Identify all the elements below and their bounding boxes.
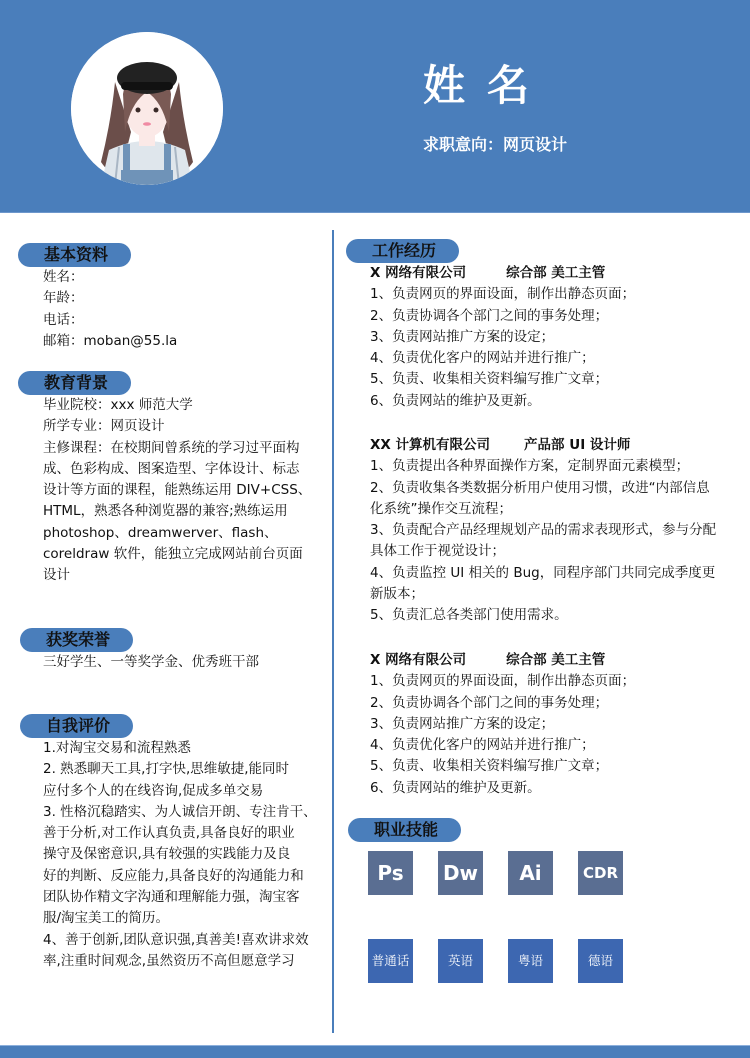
education-courses-line: 设计: [43, 567, 70, 584]
job-company: X 网络有限公司: [370, 265, 467, 281]
job-intent: 求职意向：网页设计: [423, 135, 568, 154]
column-divider: [332, 230, 334, 1033]
section-self-eval-title: 自我评价: [20, 714, 133, 738]
self-eval-line: 善于分析,对工作认真负责,具备良好的职业: [43, 825, 295, 842]
job-company: X 网络有限公司: [370, 652, 467, 668]
language-cantonese: 粤语: [508, 939, 553, 983]
job-duty: 具体工作于视觉设计；: [370, 543, 505, 560]
education-courses-line: HTML，熟悉各种浏览器的兼容;熟练运用: [43, 503, 288, 520]
basic-info-email: 邮箱：moban@55.la: [43, 332, 178, 349]
skill-illustrator-icon: Ai: [508, 851, 553, 895]
job-entry-3: [370, 650, 635, 799]
job-duty: 6、负责网站的维护及更新。: [370, 779, 541, 796]
job-duty: 6、负责网站的维护及更新。: [370, 392, 541, 409]
job-duty: 3、负责配合产品经理规划产品的需求表现形式，参与分配: [370, 522, 717, 539]
self-eval-line: 3. 性格沉稳踏实、为人诚信开朗、专注肯干、: [43, 803, 317, 820]
language-mandarin: 普通话: [368, 939, 413, 983]
section-basic-info-title: 基本资料: [18, 243, 131, 267]
job-duty: 5、负责、收集相关资料编写推广文章；: [370, 758, 609, 775]
language-english: 英语: [438, 939, 483, 983]
basic-info-phone: 电话：: [43, 311, 84, 328]
job-duty: 2、负责协调各个部门之间的事务处理；: [370, 694, 609, 711]
skill-photoshop-icon: Ps: [368, 851, 413, 895]
self-eval-line: 4、善于创新,团队意识强,真善美!喜欢讲求效: [43, 931, 309, 948]
job-dept-role: 综合部 美工主管: [506, 652, 606, 668]
candidate-name: 姓名: [423, 61, 552, 110]
section-work-title: 工作经历: [346, 239, 459, 263]
basic-info-list: [43, 267, 177, 352]
basic-info-age: 年龄：: [43, 290, 84, 307]
awards-text: [43, 652, 259, 673]
avatar: [71, 32, 223, 185]
self-eval-line: 应付多个人的在线咨询,促成多单交易: [43, 782, 264, 799]
footer-bar: [0, 1045, 750, 1058]
education-school: 毕业院校：xxx 师范大学: [43, 397, 193, 413]
awards-line: 三好学生、一等奖学金、优秀班干部: [43, 654, 259, 670]
self-eval-line: 1.对淘宝交易和流程熟悉: [43, 740, 191, 756]
section-skills-title: 职业技能: [348, 818, 461, 842]
education-major: 所学专业：网页设计: [43, 418, 165, 435]
job-duty: 4、负责优化客户的网站并进行推广；: [370, 737, 595, 754]
education-courses-line: 设计等方面的课程，能熟练运用 DIV+CSS、: [43, 482, 312, 499]
job-duty: 5、负责、收集相关资料编写推广文章；: [370, 371, 609, 388]
job-duty: 1、负责网页的界面设面，制作出静态页面；: [370, 673, 636, 690]
job-duty: 1、负责提出各种界面操作方案，定制界面元素模型；: [370, 458, 690, 475]
education-courses-line: 成、色彩构成、图案造型、字体设计、标志: [43, 460, 300, 477]
job-dept-role: 产品部 UI 设计师: [524, 437, 631, 453]
basic-info-name: 姓名：: [43, 269, 84, 285]
education-courses-line: photoshop、dreamwerver、flash、: [43, 524, 278, 541]
job-duty: 4、负责监控 UI 相关的 Bug，同程序部门共同完成季度更: [370, 564, 716, 581]
self-eval-line: 团队协作精文字沟通和理解能力强，淘宝客: [43, 889, 300, 906]
job-duty: 2、负责协调各个部门之间的事务处理；: [370, 307, 609, 324]
self-eval-line: 服/淘宝美工的简历。: [43, 910, 170, 927]
skill-coreldraw-icon: CDR: [578, 851, 623, 895]
job-dept-role: 综合部 美工主管: [506, 265, 606, 281]
language-german: 德语: [578, 939, 623, 983]
job-company: XX 计算机有限公司: [370, 437, 491, 453]
education-courses-line: 主修课程：在校期间曾系统的学习过平面构: [43, 439, 300, 456]
education-details: [43, 395, 311, 587]
self-eval-line: 率,注重时间观念,虽然资历不高但愿意学习: [43, 952, 295, 969]
job-duty: 2、负责收集各类数据分析用户使用习惯，改进“内部信息: [370, 479, 710, 496]
job-duty: 3、负责网站推广方案的设定；: [370, 715, 555, 732]
section-education-title: 教育背景: [18, 371, 131, 395]
section-awards-title: 获奖荣誉: [20, 628, 133, 652]
job-duty: 4、负责优化客户的网站并进行推广；: [370, 350, 595, 367]
skill-dreamweaver-icon: Dw: [438, 851, 483, 895]
job-entry-1: [370, 263, 635, 412]
job-duty: 3、负责网站推广方案的设定；: [370, 328, 555, 345]
job-duty: 化系统”操作交互流程；: [370, 500, 512, 517]
education-courses-line: coreldraw 软件，能独立完成网站前台页面: [43, 546, 303, 563]
job-duty: 1、负责网页的界面设面，制作出静态页面；: [370, 286, 636, 303]
job-header: [370, 650, 635, 671]
job-entry-2: [370, 435, 716, 627]
job-header: [370, 435, 716, 456]
job-header: [370, 263, 635, 284]
self-eval-line: 好的判断、反应能力,具备良好的沟通能力和: [43, 867, 304, 884]
self-eval-line: 2. 熟悉聊天工具,打字快,思维敏捷,能同时: [43, 761, 290, 778]
self-eval-line: 操守及保密意识,具有较强的实践能力及良: [43, 846, 291, 863]
header-banner: [0, 0, 750, 213]
avatar-illustration-icon: [71, 32, 223, 185]
self-eval-text: [43, 738, 317, 972]
job-duty: 5、负责汇总各类部门使用需求。: [370, 607, 568, 624]
job-duty: 新版本；: [370, 586, 424, 603]
